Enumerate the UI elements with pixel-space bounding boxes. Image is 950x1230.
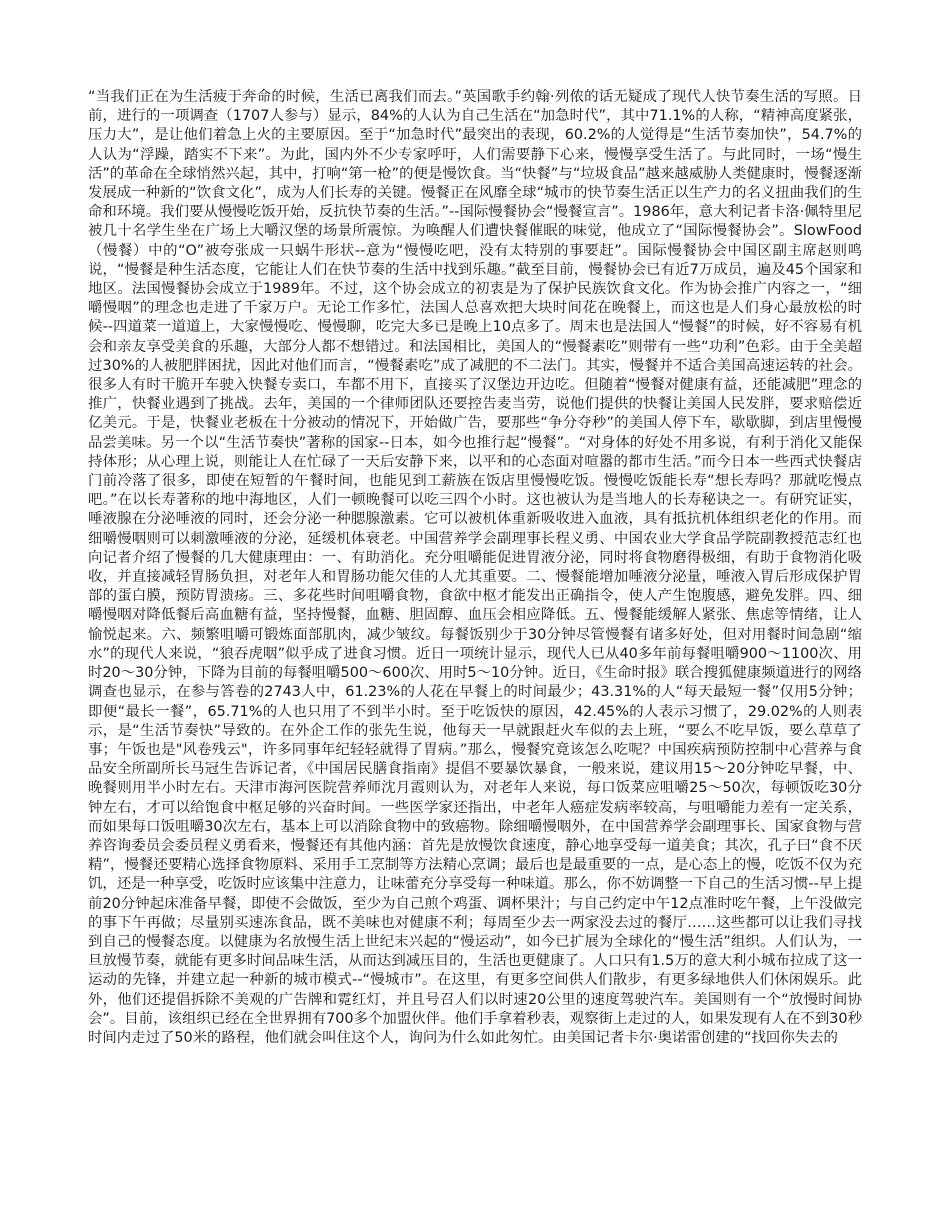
article-paragraph: “当我们正在为生活疲于奔命的时候，生活已离我们而去。”英国歌手约翰·列侬的话无疑成了现代人快节奏生活的写照。日前，进行的一项调查（1707人参与）显示，84%的人认为自己生活在“加急时代”，其中71.1%的人称，“精神高度紧张，压力大”，是让他们着急上火的主要原因。至于“加急时代”最突出的表现，60.2%的人觉得是“生活节奏加快”，54.7%的人认为“浮躁，踏实不下来”。为此，国内外不少专家呼吁，人们需要静下心来，慢慢享受生活了。与此同时，一场“慢生活”的革命在全球悄然兴起，其中，打响“第一枪”的便是慢饮食。当“快餐”与“垃圾食品”越来越威胁人类健康时，慢餐逐渐发展成一种新的“饮食文化”，成为人们长寿的关键。慢餐正在风靡全球“城市的快节奏生活正以生产力的名义扭曲我们的生命和环境。我们要从慢慢吃饭开始，反抗快节奏的生活。”--国际慢餐协会“慢餐宣言”。1986年，意大利记者卡洛·佩特里尼被几十名学生坐在广场上大嚼汉堡的场景所震惊。为唤醒人们遭快餐催眠的味觉，他成立了“国际慢餐协会”。SlowFood（慢餐）中的“O”被夸张成一只蜗牛形状--意为“慢慢吃吧，没有太特别的事要赶”。国际慢餐协会中国区副主席赵则鸣说，“慢餐是种生活态度，它能让人们在快节奏的生活中找到乐趣。”截至目前，慢餐协会已有近7万成员，遍及45个国家和地区。法国慢餐协会成立于1989年。不过，这个协会成立的初衷是为了保护民族饮食文化。作为协会推广内容之一，“细嚼慢咽”的理念也走进了千家万户。无论工作多忙，法国人总喜欢把大块时间花在晚餐上，而这也是人们身心最放松的时候--四道菜一道道上，大家慢慢吃、慢慢聊，吃完大多已是晚上10点多了。周末也是法国人“慢餐”的时候，好不容易有机会和亲友享受美食的乐趣，大部分人都不想错过。和法国相比，美国人的“慢餐素吃”则带有一些“功利”色彩。由于全美超过30%的人被肥胖困扰，因此对他们而言，“慢餐素吃”成了减肥的不二法门。其实，慢餐并不适合美国高速运转的社会。很多人有时干脆开车驶入快餐专卖口，车都不用下，直接买了汉堡边开边吃。但随着“慢餐对健康有益，还能减肥”理念的推广，快餐业遇到了挑战。去年，美国的一个律师团队还要控告麦当劳，说他们提供的快餐让美国人民发胖，要求赔偿近亿美元。于是，快餐业老板在十分被动的情况下，开始做广告，要那些“争分夺秒”的美国人停下车，歇歇脚，到店里慢慢品尝美味。另一个以“生活节奏快”著称的国家--日本，如今也推行起“慢餐”。“对身体的好处不用多说，有利于消化又能保持体形；从心理上说，则能让人在忙碌了一天后安静下来，以平和的心态面对喧嚣的都市生活。”而今日本一些西式快餐店门前冷落了很多，即使在短暂的午餐时间，也能见到工薪族在饭店里慢慢吃饭。慢慢吃饭能长寿“想长寿吗？那就吃慢点吧。”在以长寿著称的地中海地区，人们一顿晚餐可以吃三四个小时。这也被认为是当地人的长寿秘诀之一。有研究证实，唾液腺在分泌唾液的同时，还会分泌一种腮腺激素。它可以被机体重新吸收进入血液，具有抵抗机体组织老化的作用。而细嚼慢咽则可以刺激唾液的分泌，延缓机体衰老。中国营养学会副理事长程义勇、中国农业大学食品学院副教授范志红也向记者介绍了慢餐的几大健康理由：一、有助消化。充分咀嚼能促进胃液分泌，同时将食物磨得极细，有助于食物消化吸收，并直接减轻胃肠负担，对老年人和胃肠功能欠佳的人尤其重要。二、慢餐能增加唾液分泌量，唾液入胃后形成保护胃部的蛋白膜，预防胃溃疡。三、多花些时间咀嚼食物，食欲中枢才能发出正确指令，使人产生饱腹感，避免发胖。四、细嚼慢咽对降低餐后高血糖有益，坚持慢餐，血糖、胆固醇、血压会相应降低。五、慢餐能缓解人紧张、焦虑等情绪，让人愉悦起来。六、频繁咀嚼可锻炼面部肌肉，减少皱纹。每餐饭别少于30分钟尽管慢餐有诸多好处，但对用餐时间急剧“缩水”的现代人来说，“狼吞虎咽”似乎成了进食习惯。近日一项统计显示，现代人已从40多年前每餐咀嚼900～1100次、用时20～30分钟，下降为目前的每餐咀嚼500～600次、用时5～10分钟。近日，《生命时报》联合搜狐健康频道进行的网络调查也显示，在参与答卷的2743人中，61.23%的人花在早餐上的时间最少；43.31%的人“每天最短一餐”仅用5分钟；即便“最长一餐”，65.71%的人也只用了不到半小时。至于吃饭快的原因，42.45%的人表示习惯了，29.02%的人则表示，是“生活节奏快”导致的。在外企工作的张先生说，他每天一早就跟赶火车似的去上班，“要么不吃早饭，要么草草了事；午饭也是"风卷残云"，许多同事年纪轻轻就得了胃病。”那么，慢餐究竟该怎么吃呢？中国疾病预防控制中心营养与食品安全所副所长马冠生告诉记者，《中国居民膳食指南》提倡不要暴饮暴食，一般来说，建议用15～20分钟吃早餐，中、晚餐则用半小时左右。天津市海河医院营养师沈月霞则认为，对老年人来说，每口饭菜应咀嚼25～50次，每顿饭吃30分钟左右，才可以给饱食中枢足够的兴奋时间。一些医学家还指出，中老年人癌症发病率较高，与咀嚼能力差有一定关系，而如果每口饭咀嚼30次左右，基本上可以消除食物中的致癌物。除细嚼慢咽外，在中国营养学会副理事长、国家食物与营养咨询委员会委员程义勇看来，慢餐还有其他内涵：首先是放慢饮食速度，静心地享受每一道美食；其次，孔子曰“食不厌精”，慢餐还要精心选择食物原料、采用手工烹制等方法精心烹调；最后也是最重要的一点，是心态上的慢，吃饭不仅为充饥，还是一种享受，吃饭时应该集中注意力，让味蕾充分享受每一种味道。那么，你不妨调整一下自己的生活习惯--早上提前20分钟起床准备早餐，即使不会做饭，至少为自己煎个鸡蛋、调杯果汁；与自己约定中午12点准时吃午餐，上午没做完的事下午再做；尽量别买速冻食品，既不美味也对健康不利；每周至少去一两家没去过的餐厅……这些都可以让我们寻找到自己的慢餐态度。以健康为名放慢生活上世纪末兴起的“慢运动”，如今已扩展为全球化的“慢生活”组织。人们认为，一旦放慢节奏，就能有更多时间品味生活，从而达到减压目的，生活也更健康了。人口只有1.5万的意大利小城布拉成了这一运动的先锋，并建立起一种新的城市模式--“慢城市”。在这里，有更多空间供人们散步，有更多绿地供人们休闲娱乐。此外，他们还提倡拆除不美观的广告牌和霓红灯，并且号召人们以时速20公里的速度驾驶汽车。美国则有一个“放慢时间协会”。目前，该组织已经在全世界拥有700多个加盟伙伴。他们手拿着秒表，观察街上走过的人，如果发现有人在不到30秒时间内走过了50米的路程，他们就会叫住这个人，询问为什么如此匆忙。由美国记者卡尔·奥诺雷创建的“找回你失去的 [88, 89, 862, 1046]
article-body [88, 88, 862, 1048]
